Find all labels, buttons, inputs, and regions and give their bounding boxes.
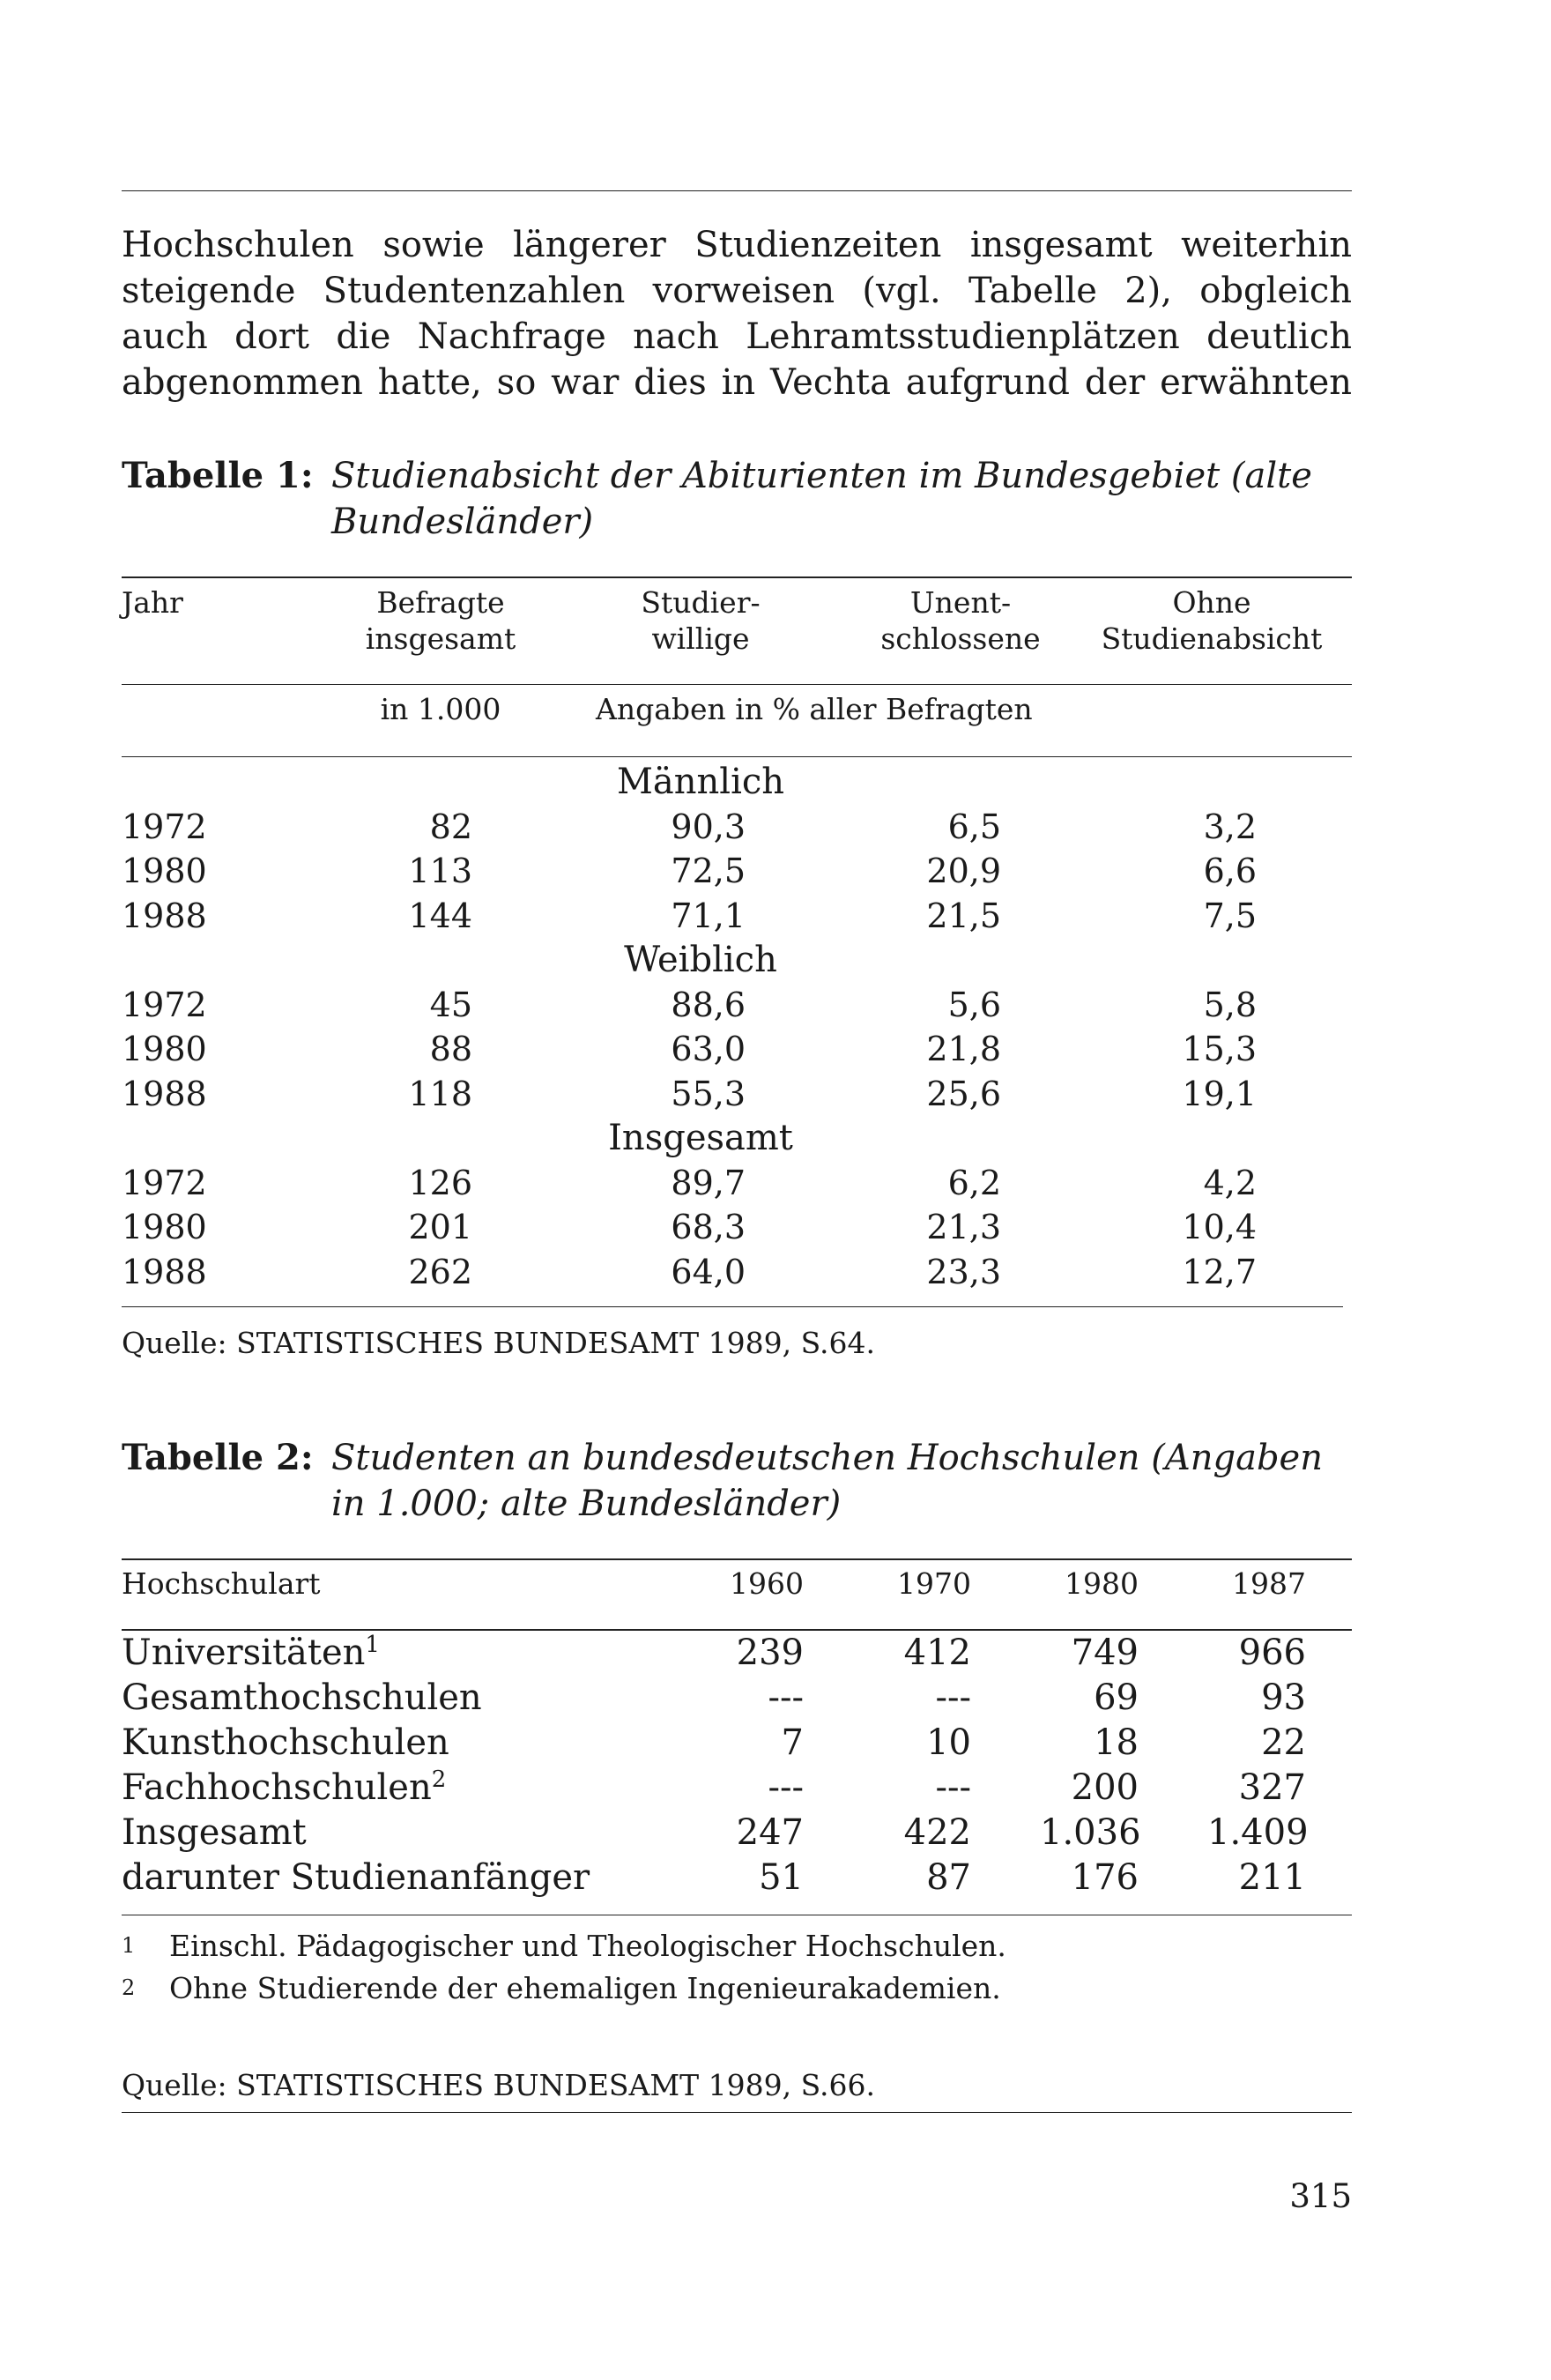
table2-value-cell: 749: [1071, 1633, 1139, 1673]
table1-value-cell: 23,3: [926, 1253, 1001, 1291]
table1-year-cell: 1972: [122, 807, 207, 846]
table1-value-cell: 19,1: [1182, 1075, 1257, 1113]
table2-value-cell: 18: [1094, 1722, 1139, 1763]
table2-value-cell: 200: [1071, 1767, 1139, 1808]
table2-top-rule: [122, 1558, 1352, 1560]
table1-header-jahr: Jahr: [122, 585, 183, 620]
table1-value-cell: 82: [429, 807, 472, 846]
table2-value-cell: ---: [935, 1677, 971, 1718]
table1-value-cell: 7,5: [1203, 896, 1257, 935]
paragraph-line: abgenommen hatte, so war dies in Vechta aufgrund der erwähnten: [122, 362, 1352, 403]
table2-value-cell: 1.036: [1040, 1812, 1141, 1853]
table1-value-cell: 6,2: [947, 1164, 1001, 1202]
table2-footnote: [122, 1969, 1001, 2011]
table2-value-cell: 51: [759, 1857, 804, 1898]
table1-value-cell: 4,2: [1203, 1164, 1257, 1202]
table1-title-line: Bundesländer): [331, 502, 594, 542]
table2-value-cell: 1.409: [1207, 1812, 1309, 1853]
table1-unit-percent: Angaben in % aller Befragten: [596, 692, 1033, 726]
table1-value-cell: 64,0: [671, 1253, 746, 1291]
table1-header-ohne: Studienabsicht: [1101, 621, 1323, 656]
table1-value-cell: 72,5: [671, 852, 746, 890]
table1-title: [331, 453, 1354, 545]
table1-value-cell: 6,5: [947, 807, 1001, 846]
table1-header-befragte: insgesamt: [365, 621, 516, 656]
table2-row-label: [122, 1766, 446, 1810]
table1-year-cell: 1972: [122, 985, 207, 1024]
table2-value-cell: 7: [781, 1722, 804, 1763]
table1-bottom-rule: [122, 1306, 1343, 1307]
table1-value-cell: 71,1: [671, 896, 746, 935]
table1-group-label: Männlich: [616, 762, 785, 802]
paragraph-line: auch dort die Nachfrage nach Lehramtsstudienplätzen deutlich: [122, 316, 1352, 357]
table2-value-cell: 412: [903, 1633, 971, 1673]
table1-value-cell: 118: [408, 1075, 472, 1113]
table1-year-cell: 1988: [122, 896, 207, 935]
table2-value-cell: 211: [1238, 1857, 1306, 1898]
table2-row-label: [122, 1631, 380, 1675]
table1-value-cell: 10,4: [1182, 1208, 1257, 1246]
table2-header-year: 1980: [1065, 1566, 1139, 1601]
table1-header-unentschlossene: Unent-: [909, 585, 1012, 620]
table1-value-cell: 25,6: [926, 1075, 1001, 1113]
table1-year-cell: 1972: [122, 1164, 207, 1202]
table2-value-cell: 93: [1261, 1677, 1306, 1718]
table2-value-cell: 22: [1261, 1722, 1306, 1763]
table2-value-cell: 10: [926, 1722, 971, 1763]
table2-label: Tabelle 2:: [122, 1437, 314, 1478]
table2-row-name: Kunsthochschulen: [122, 1722, 449, 1763]
table2-row-label: [122, 1721, 449, 1765]
table2-value-cell: ---: [935, 1767, 971, 1808]
footnote-mark: 2: [122, 1975, 136, 2000]
table1-label: Tabelle 1:: [122, 455, 314, 496]
table1-top-rule: [122, 576, 1352, 578]
table1-header-befragte: Befragte: [376, 585, 505, 620]
table2-row-name: Insgesamt: [122, 1812, 307, 1853]
table2-value-cell: 966: [1238, 1633, 1306, 1673]
table1-value-cell: 21,5: [926, 896, 1001, 935]
table1-value-cell: 201: [408, 1208, 472, 1246]
table2-row-label: [122, 1856, 590, 1900]
table2-header-year: 1970: [897, 1566, 971, 1601]
table1-value-cell: 5,6: [947, 985, 1001, 1024]
table2-source: Quelle: STATISTISCHES BUNDESAMT 1989, S.66.: [122, 2068, 876, 2102]
table1-value-cell: 113: [408, 852, 472, 890]
table1-header-ohne: Ohne: [1172, 585, 1251, 620]
table2-row-name: darunter Studienanfänger: [122, 1857, 590, 1898]
page-number: 315: [1289, 2177, 1352, 2215]
footnote-text: Ohne Studierende der ehemaligen Ingenieurakademien.: [169, 1971, 1001, 2005]
table1-value-cell: 88,6: [671, 985, 746, 1024]
table2-value-cell: 87: [926, 1857, 971, 1898]
table2-source-rule: [122, 2112, 1352, 2113]
table2-value-cell: 239: [736, 1633, 804, 1673]
table2-header-year: 1960: [730, 1566, 804, 1601]
table2-value-cell: 247: [736, 1812, 804, 1853]
table2-footnote: [122, 1927, 1006, 1968]
table1-year-cell: 1988: [122, 1075, 207, 1113]
table1-value-cell: 45: [429, 985, 472, 1024]
table1-value-cell: 21,8: [926, 1030, 1001, 1068]
table1-value-cell: 144: [408, 896, 472, 935]
table1-header-unentschlossene: schlossene: [880, 621, 1041, 656]
table1-value-cell: 55,3: [671, 1075, 746, 1113]
footnote-text: Einschl. Pädagogischer und Theologischer Hochschulen.: [169, 1929, 1006, 1963]
table2-row-name: Gesamthochschulen: [122, 1677, 482, 1718]
table1-header-studierwillige: Studier-: [641, 585, 761, 620]
table2-value-cell: ---: [768, 1767, 804, 1808]
table1-source: Quelle: STATISTISCHES BUNDESAMT 1989, S.64.: [122, 1326, 876, 1360]
table1-value-cell: 20,9: [926, 852, 1001, 890]
table1-value-cell: 262: [408, 1253, 472, 1291]
table1-year-cell: 1988: [122, 1253, 207, 1291]
table1-value-cell: 90,3: [671, 807, 746, 846]
table1-value-cell: 3,2: [1203, 807, 1257, 846]
table2-value-cell: ---: [768, 1677, 804, 1718]
table1-value-cell: 21,3: [926, 1208, 1001, 1246]
paragraph-line: steigende Studentenzahlen vorweisen (vgl. Tabelle 2), obgleich: [122, 271, 1352, 311]
table2-row-label: [122, 1811, 307, 1855]
table1-unit-befragte: in 1.000: [380, 692, 501, 726]
table1-value-cell: 6,6: [1203, 852, 1257, 890]
table2-value-cell: 327: [1238, 1767, 1306, 1808]
table2-header-hochschulart: Hochschulart: [122, 1566, 321, 1601]
table2-row-label: [122, 1676, 482, 1720]
table1-value-cell: 63,0: [671, 1030, 746, 1068]
top-rule: [122, 190, 1352, 191]
table1-year-cell: 1980: [122, 1030, 207, 1068]
table2-header-year: 1987: [1232, 1566, 1306, 1601]
table2-row-name: Fachhochschulen: [122, 1767, 432, 1808]
table1-value-cell: 12,7: [1182, 1253, 1257, 1291]
body-paragraph: [122, 222, 1352, 405]
table1-year-cell: 1980: [122, 852, 207, 890]
footnote-reference: 2: [431, 1766, 447, 1793]
table1-title-line: Studienabsicht der Abiturienten im Bundesgebiet (alte: [331, 456, 1312, 496]
table1-value-cell: 89,7: [671, 1164, 746, 1202]
table2-title-line: Studenten an bundesdeutschen Hochschulen (Angaben: [331, 1438, 1323, 1478]
table1-value-cell: 126: [408, 1164, 472, 1202]
table1-value-cell: 68,3: [671, 1208, 746, 1246]
table2-value-cell: 176: [1071, 1857, 1139, 1898]
table2-row-name: Universitäten: [122, 1633, 366, 1673]
footnote-mark: 1: [122, 1933, 136, 1958]
table1-year-cell: 1980: [122, 1208, 207, 1246]
table2-title: [331, 1435, 1354, 1527]
table1-group-label: Weiblich: [624, 940, 777, 980]
table1-value-cell: 88: [429, 1030, 472, 1068]
table2-title-line: in 1.000; alte Bundesländer): [331, 1484, 842, 1524]
table1-header-studierwillige: willige: [651, 621, 750, 656]
table1-unit-rule: [122, 756, 1352, 757]
table1-value-cell: 5,8: [1203, 985, 1257, 1024]
footnote-reference: 1: [365, 1632, 380, 1658]
table2-value-cell: 422: [903, 1812, 971, 1853]
table1-group-label: Insgesamt: [608, 1118, 793, 1158]
table2-value-cell: 69: [1094, 1677, 1139, 1718]
table1-value-cell: 15,3: [1182, 1030, 1257, 1068]
paragraph-line: Hochschulen sowie längerer Studienzeiten insgesamt weiterhin: [122, 225, 1352, 265]
table1-header-rule: [122, 684, 1352, 685]
